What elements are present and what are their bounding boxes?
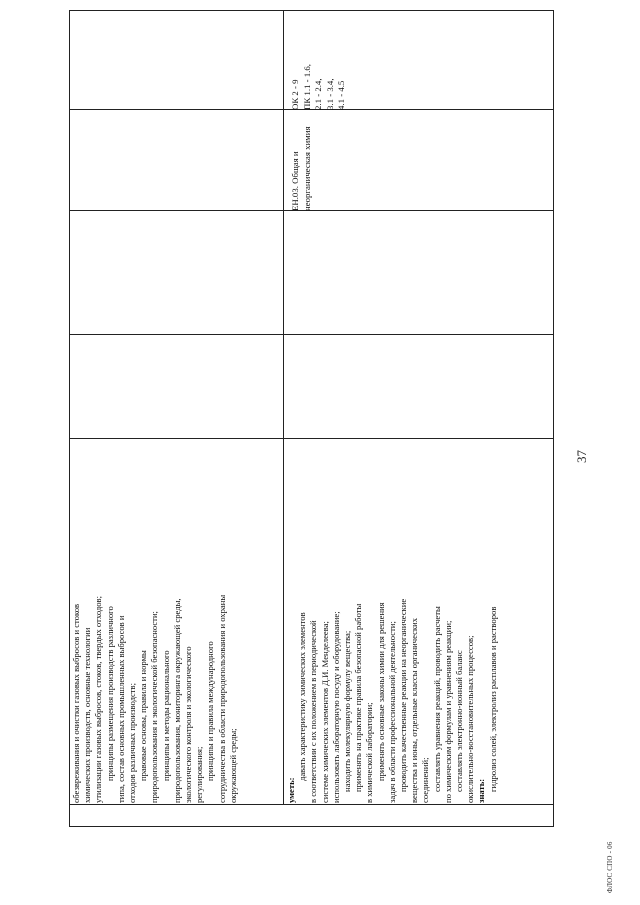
page-number: 37 xyxy=(574,450,589,463)
content-line: сотрудничества в области природопользования и охраны xyxy=(216,594,227,803)
competencies-cell xyxy=(290,12,348,110)
content-line: окружающей среды; xyxy=(227,728,238,803)
competency-line: ОК 2 - 9 xyxy=(290,79,300,110)
content-line: экологического контроля и экологического xyxy=(183,646,194,803)
content-line: окислительно-восстановительных процессов; xyxy=(465,635,476,803)
content-line: обезвреживания и очистки газовых выбросов и стоков xyxy=(71,603,81,803)
content-line: давать характеристику химических элементов xyxy=(297,612,308,781)
competency-line: 3.1 - 3.4, xyxy=(324,78,335,110)
discipline-line: ЕН.03. Общая и xyxy=(290,151,300,211)
content-line: в химической лаборатории; xyxy=(364,702,375,803)
content-line: принципы и методы рационального xyxy=(160,650,171,781)
competency-line: ПК 1.1 - 1.6, xyxy=(301,64,312,110)
competency-line: 4.1 - 4.5 xyxy=(336,80,346,110)
content-line: вещества и ионы, отдельные классы органических xyxy=(409,617,420,803)
content-line: в соответствии с их положением в периодической xyxy=(308,620,319,803)
discipline-line: неорганическая химия xyxy=(301,126,312,211)
competency-line: 2.1 - 2.4, xyxy=(313,78,323,110)
content-line: находить молекулярную формулу вещества; xyxy=(342,630,353,792)
content-line: химических производств, основные технологии xyxy=(82,627,93,803)
column-divider xyxy=(69,334,554,335)
znat-label: знать: xyxy=(476,778,487,803)
content-line: типа, состав основных промышленных выбросов и xyxy=(115,615,126,803)
content-line: системе химических элементов Д.И. Менделеева; xyxy=(319,621,330,803)
content-column xyxy=(69,439,554,805)
content-line: задач в области профессиональной деятельности; xyxy=(386,621,397,803)
content-line: составлять уравнения реакций, проводить расчеты xyxy=(431,606,442,792)
content-line: принципы и правила международного xyxy=(205,641,216,781)
content-line: принципы размещения производств различного xyxy=(104,606,115,781)
content-line: использовать лабораторную посуду и оборудование; xyxy=(330,611,341,803)
content-line: применять на практике правила безопасной работы xyxy=(353,603,364,792)
content-line: отходов различных производств; xyxy=(127,683,138,803)
footer-code: ФЛОС СПО - 06 xyxy=(606,841,614,893)
content-line: правовые основы, правила и нормы xyxy=(138,650,149,781)
content-line: по химическим формулам и уравнениям реакции; xyxy=(442,620,453,803)
content-line: регулирования; xyxy=(194,746,205,803)
knowledge-block xyxy=(71,441,239,803)
content-line: гидролиз солей, электролиз расплавов и растворов xyxy=(487,606,498,792)
content-line: применять основные законы химии для решения xyxy=(375,602,386,781)
content-line: утилизации газовых выбросов, стоков, твердых отходов; xyxy=(93,596,104,803)
content-line: природопользования и экологической безопасности; xyxy=(149,611,160,803)
content-line: составлять электронно-ионный баланс xyxy=(454,650,465,792)
content-line: природопользования, мониторинга окружающей среды, xyxy=(171,598,182,803)
content-line: соединений; xyxy=(420,757,431,803)
discipline-cell xyxy=(290,111,313,211)
content-line: проводить качественные реакции на неорганические xyxy=(398,598,409,792)
umet-label: уметь: xyxy=(286,777,296,803)
skills-block xyxy=(286,441,499,803)
